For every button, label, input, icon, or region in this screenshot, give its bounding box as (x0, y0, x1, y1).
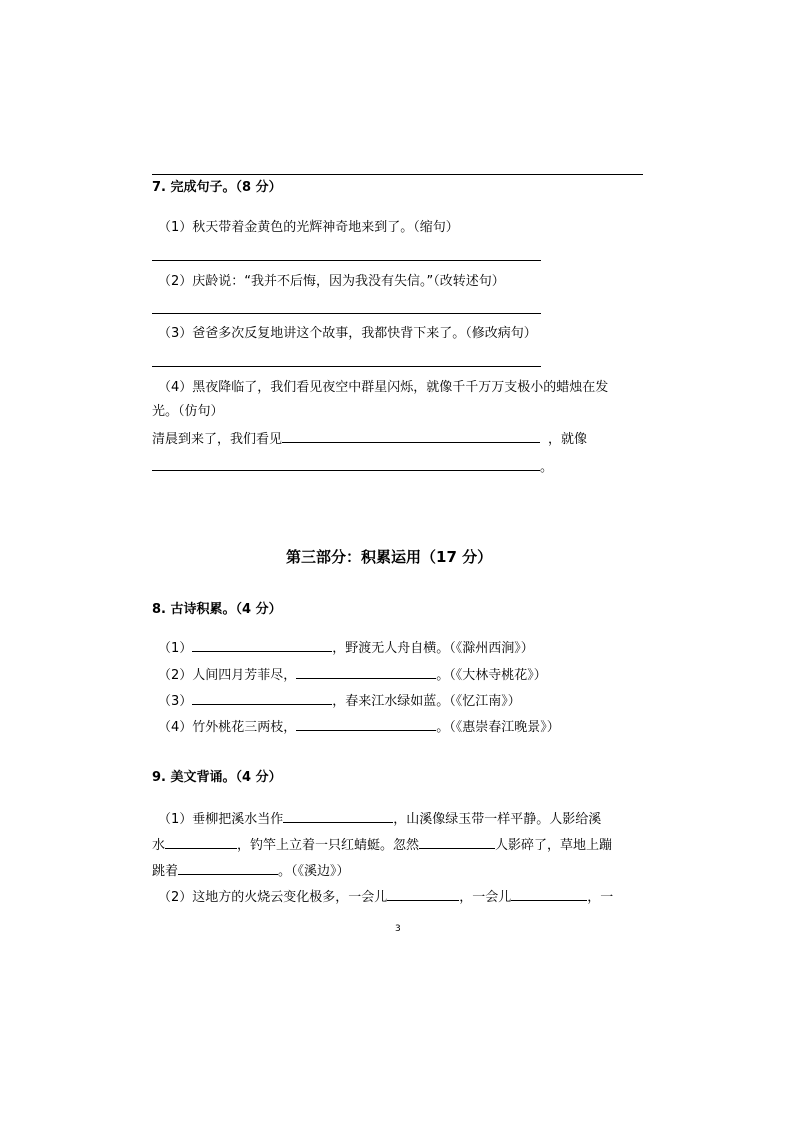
q9-text-4c: ，一 (587, 890, 614, 905)
q8-line-2-number: （2）人间四月芳菲尽， (158, 668, 297, 683)
q8-line-1 (158, 637, 534, 659)
q8-line-2 (158, 664, 547, 686)
q8-blank-1[interactable] (192, 637, 332, 652)
q7-answer-line-1[interactable] (152, 260, 541, 261)
q9-text-4b: ，一会儿 (459, 890, 512, 905)
q8-line-4 (158, 716, 560, 738)
q9-text-2a: 水 (152, 838, 166, 853)
q7-fill-mid: ，就像 (548, 432, 588, 447)
q9-title: 9. 美文背诵。（4 分） (152, 770, 282, 785)
part3-title: 第三部分：积累运用（17 分） (286, 548, 493, 566)
q8-title: 8. 古诗积累。（4 分） (152, 602, 282, 617)
q8-line-3 (158, 690, 521, 712)
q9-blank-5[interactable] (387, 886, 459, 901)
q9-text-4a: （2）这地方的火烧云变化极多，一会儿 (158, 890, 388, 905)
q9-blank-4[interactable] (178, 860, 278, 875)
q9-text-1b: ，山溪像绿玉带一样平静。人影给溪 (393, 812, 602, 827)
q9-text-2b: ，钓竿上立着一只红蜻蜓。忽然 (237, 838, 420, 853)
q9-text-3a: 跳着 (152, 864, 179, 879)
q9-para-line-1 (158, 808, 601, 830)
q9-para-line-4 (158, 886, 613, 908)
q9-para-line-3 (152, 860, 350, 882)
q8-line-2-text: 。（《大林寺桃花》） (436, 668, 547, 683)
q9-para-line-2 (152, 834, 612, 856)
q8-line-3-text: ，春来江水绿如蓝。（《忆江南》） (332, 694, 521, 709)
q8-line-1-text: ，野渡无人舟自横。（《滁州西涧》） (332, 641, 534, 656)
q8-blank-4[interactable] (296, 716, 436, 731)
q8-blank-3[interactable] (192, 690, 332, 705)
q7-fill-blank-2[interactable] (152, 456, 540, 471)
q7-fill-end: 。 (540, 460, 554, 475)
q9-text-1a: （1）垂柳把溪水当作 (158, 812, 284, 827)
q7-sentence-3: （3）爸爸多次反复地讲这个故事，我都快背下来了。（修改病句） (158, 326, 537, 341)
q9-blank-1[interactable] (283, 808, 393, 823)
top-rule (152, 174, 643, 175)
q8-line-3-number: （3） (158, 694, 193, 709)
page-number: 3 (395, 924, 401, 934)
q7-answer-line-3[interactable] (152, 366, 541, 367)
q8-line-1-number: （1） (158, 641, 193, 656)
q9-blank-3[interactable] (419, 834, 495, 849)
q8-line-4-text: 。（《惠崇春江晚景》） (436, 720, 560, 735)
q8-blank-2[interactable] (296, 664, 436, 679)
q7-fill-blank-1[interactable] (282, 428, 540, 443)
q7-answer-line-2[interactable] (152, 313, 541, 314)
q9-blank-6[interactable] (511, 886, 587, 901)
q7-fill-prefix: 清晨到来了，我们看见 (152, 432, 283, 447)
q7-sentence-4-line-1: （4）黑夜降临了，我们看见夜空中群星闪烁，就像千千万万支极小的蜡烛在发 (158, 380, 609, 395)
q7-fill-row-2 (152, 456, 553, 478)
q7-sentence-1: （1）秋天带着金黄色的光辉神奇地来到了。（缩句） (158, 220, 459, 235)
q7-sentence-4-line-2: 光。（仿句） (152, 404, 224, 419)
q9-text-3b: 。（《溪边》） (278, 864, 350, 879)
q7-title: 7. 完成句子。（8 分） (152, 180, 282, 195)
q8-line-4-number: （4）竹外桃花三两枝， (158, 720, 297, 735)
q7-fill-row-1 (152, 428, 587, 450)
q9-text-2c: 人影碎了，草地上蹦 (495, 838, 613, 853)
q9-blank-2[interactable] (165, 834, 237, 849)
q7-sentence-2: （2）庆龄说：“我并不后悔，因为我没有失信。”（改转述句） (158, 274, 505, 289)
